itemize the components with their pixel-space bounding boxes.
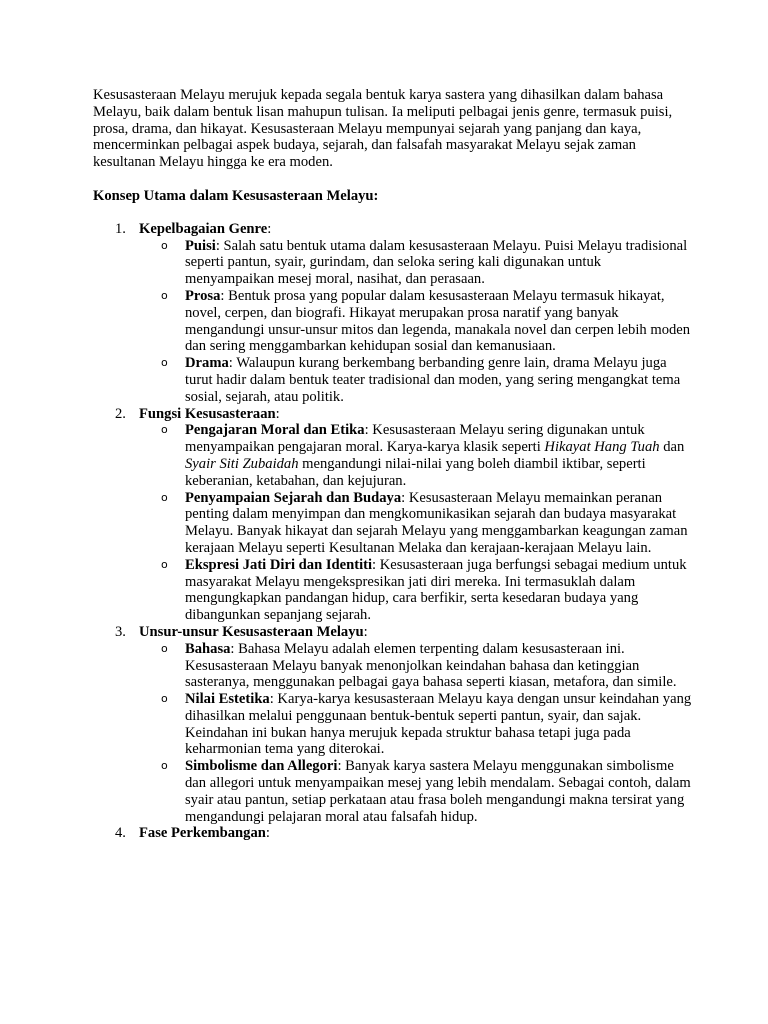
sub-item-term: Puisi: [185, 237, 216, 254]
bullet-icon: o: [161, 692, 168, 706]
sub-item-prosa: [139, 288, 693, 355]
sub-item-term: Nilai Estetika: [185, 691, 270, 708]
sub-item-term: Pengajaran Moral dan Etika: [185, 422, 365, 439]
sub-list: [139, 238, 693, 406]
bullet-icon: o: [161, 557, 168, 571]
sub-item-term: Drama: [185, 355, 229, 372]
list-item-fase-perkembangan: [93, 825, 693, 842]
sub-item-nilai-estetika: [139, 691, 693, 758]
sub-item-text: : Bentuk prosa yang popular dalam kesusasteraan Melayu termasuk hikayat, novel, cerpen, dan biografi. Hikayat merupakan prosa naratif yang banyak mengandungi unsur-unsur mitos dan legenda, manakala novel dan cerpen lebih moden dan sering menggambarkan kehidupan sosial dan kemanusiaan.: [185, 287, 691, 355]
work-title-syair-siti-zubaidah: Syair Siti Zubaidah: [185, 455, 299, 472]
list-item-title: Fungsi Kesusasteraan: [139, 405, 276, 422]
sub-item-text: : Walaupun kurang berkembang berbanding genre lain, drama Melayu juga turut hadir dalam bentuk teater tradisional dan moden, yang sering mengangkat tema sosial, sejarah, atau politik.: [185, 355, 681, 405]
colon: :: [363, 623, 368, 640]
sub-list: [139, 422, 693, 624]
work-title-hikayat-hang-tuah: Hikayat Hang Tuah: [544, 439, 660, 456]
sub-item-text: : Salah satu bentuk utama dalam kesusasteraan Melayu. Puisi Melayu tradisional seperti pantun, syair, gurindam, dan seloka sering kali digunakan untuk menyampaikan mesej moral, nasihat, dan perasaan.: [185, 237, 688, 288]
bullet-icon: o: [161, 423, 168, 437]
sub-item-term: Simbolisme dan Allegori: [185, 758, 338, 775]
sub-item-penyampaian-sejarah: [139, 490, 693, 557]
colon: :: [265, 825, 270, 842]
intro-paragraph: Kesusasteraan Melayu merujuk kepada segala bentuk karya sastera yang dihasilkan dalam bahasa Melayu, baik dalam bentuk lisan mahupun tulisan. Ia meliputi pelbagai jenis genre, termasuk puisi, prosa, drama, dan hikayat. Kesusasteraan Melayu mempunyai sejarah yang panjang dan kaya, mencerminkan pelbagai aspek budaya, sejarah, dan falsafah masyarakat Melayu sejak zaman kesultanan Melayu hingga ke era moden.: [93, 87, 673, 171]
sub-item-text: mengandungi nilai-nilai yang boleh diambil iktibar, seperti keberanian, ketabahan, dan kejujuran.: [185, 455, 646, 489]
sub-item-term: Bahasa: [185, 640, 231, 657]
bullet-icon: o: [161, 356, 168, 370]
colon: :: [267, 220, 272, 237]
list-item-fungsi-kesusasteraan: [93, 406, 693, 624]
sub-item-bahasa: [139, 641, 693, 691]
sub-item-text: : Kesusasteraan Melayu memainkan peranan penting dalam menyimpan dan mengkomunikasikan sejarah dan budaya masyarakat Melayu. Banyak hikayat dan sejarah Melayu yang menggambarkan keagungan zaman kerajaan Melayu seperti Kesultanan Melaka dan kerajaan-kerajaan Melayu lain.: [185, 489, 688, 556]
sub-item-text: : Kesusasteraan Melayu sering digunakan untuk menyampaikan pengajaran moral. Karya-karya klasik seperti: [185, 422, 645, 456]
list-item-title: Kepelbagaian Genre: [139, 220, 268, 237]
list-number: 4.: [115, 825, 126, 842]
list-item-kepelbagaian-genre: [93, 221, 693, 406]
sub-item-term: Prosa: [185, 287, 221, 304]
sub-item-drama: [139, 355, 693, 405]
sub-item-pengajaran-moral: [139, 422, 693, 489]
sub-item-text: dan: [659, 439, 685, 456]
bullet-icon: o: [161, 490, 168, 504]
main-list: [93, 221, 693, 842]
bullet-icon: o: [161, 759, 168, 773]
list-item-title: Fase Perkembangan: [139, 825, 266, 842]
sub-item-simbolisme: [139, 758, 693, 825]
list-item-unsur-unsur: [93, 624, 693, 826]
sub-list: [139, 641, 693, 826]
sub-item-text: : Bahasa Melayu adalah elemen terpenting dalam kesusasteraan ini. Kesusasteraan Melayu banyak menonjolkan keindahan bahasa dan ketinggian sasteranya, menggunakan pelbagai gaya bahasa seperti kiasan, metafora, dan simile.: [185, 640, 677, 691]
list-number: 1.: [115, 220, 126, 237]
sub-item-ekspresi-jati-diri: [139, 557, 693, 624]
bullet-icon: o: [161, 238, 168, 252]
bullet-icon: o: [161, 288, 168, 302]
list-number: 3.: [115, 623, 126, 640]
sub-item-puisi: [139, 238, 693, 288]
list-item-title: Unsur-unsur Kesusasteraan Melayu: [139, 623, 364, 640]
sub-item-text: : Karya-karya kesusasteraan Melayu kaya dengan unsur keindahan yang dihasilkan melalui penggunaan bentuk-bentuk seperti pantun, syair, dan sajak. Keindahan ini bukan hanya merujuk kepada struktur bahasa tetapi juga pada keharmonian tema yang diterokai.: [185, 691, 692, 758]
bullet-icon: o: [161, 641, 168, 655]
colon: :: [275, 405, 280, 422]
sub-item-text: : Kesusasteraan juga berfungsi sebagai medium untuk masyarakat Melayu mengekspresikan jati diri mereka. Ini termasuklah dalam mengungkapkan pandangan hidup, cara berfikir, serta kesedaran budaya yang dibangunkan sepanjang sejarah.: [185, 556, 687, 624]
document-page: [93, 87, 693, 842]
list-number: 2.: [115, 405, 126, 422]
sub-item-term: Penyampaian Sejarah dan Budaya: [185, 489, 402, 506]
section-heading: Konsep Utama dalam Kesusasteraan Melayu:: [93, 187, 379, 204]
sub-item-text: : Banyak karya sastera Melayu menggunakan simbolisme dan allegori untuk menyampaikan mesej yang lebih mendalam. Sebagai contoh, dalam syair atau pantun, setiap perkataan atau frasa boleh mengandungi makna tersirat yang mengandungi pelajaran moral atau falsafah hidup.: [185, 758, 691, 825]
sub-item-term: Ekspresi Jati Diri dan Identiti: [185, 556, 373, 573]
